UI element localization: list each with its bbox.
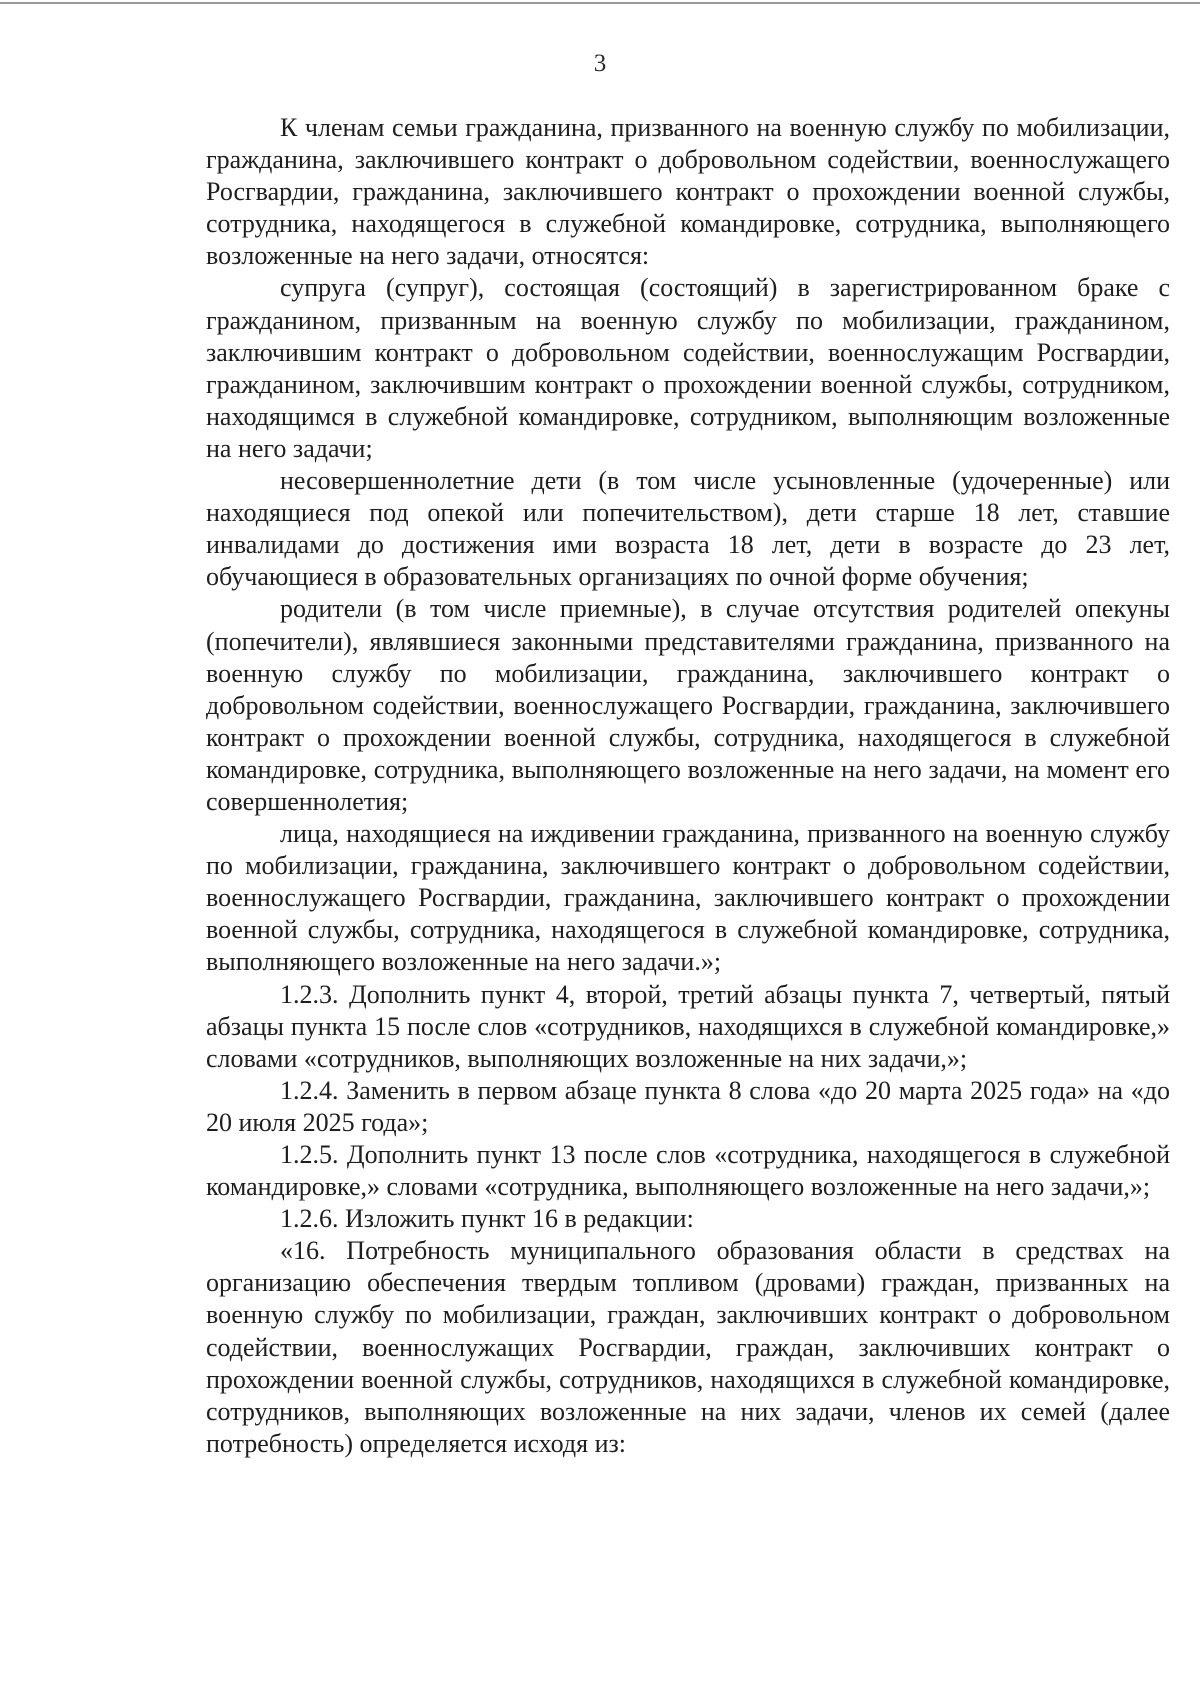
paragraph-1-2-3: 1.2.3. Дополнить пункт 4, второй, третий абзацы пункта 7, четвертый, пятый абзацы пункта 15 после слов «сотрудников, находящихся в служебной командировке,» словами «сотрудников, выполняющих возложенные на них задачи,»; <box>206 979 1170 1073</box>
paragraph-1-2-4: 1.2.4. Заменить в первом абзаце пункта 8 слова «до 20 марта 2025 года» на «до 20 июля 2025 года»; <box>206 1075 1170 1137</box>
paragraph-1-2-5: 1.2.5. Дополнить пункт 13 после слов «сотрудника, находящегося в служебной командировке,» словами «сотрудника, выполняющего возложенные на него задачи,»; <box>206 1140 1170 1202</box>
paragraph-1-2-6: 1.2.6. Изложить пункт 16 в редакции: <box>280 1204 694 1234</box>
paragraph-parents: родители (в том числе приемные), в случае отсутствия родителей опекуны (попечители), являвшиеся законными представителями гражданина, призванного на военную службу по мобилизации, гражданина, заключившего контракт о добровольном содействии, военнослужащего Росгвардии, гражданина, заключившего контракт о прохождении военной службы, сотрудника, находящегося в служебной командировке, сотрудника, выполняющего возложенные на него задачи, на момент его совершеннолетия; <box>206 594 1170 816</box>
page-number: 3 <box>593 50 607 77</box>
document-body <box>206 112 1170 1460</box>
paragraph-children: несовершеннолетние дети (в том числе усыновленные (удочеренные) или находящиеся под опекой или попечительством), дети старше 18 лет, ставшие инвалидами до достижения ими возраста 18 лет, дети в возрасте до 23 лет, обучающиеся в образовательных организациях по очной форме обучения; <box>206 466 1170 592</box>
paragraph-spouse: супруга (супруг), состоящая (состоящий) в зарегистрированном браке с гражданином, призванным на военную службу по мобилизации, гражданином, заключившим контракт о добровольном содействии, военнослужащим Росгвардии, гражданином, заключившим контракт о прохождении военной службы, сотрудником, находящимся в служебной командировке, сотрудником, выполняющим возложенные на него задачи; <box>206 273 1170 463</box>
paragraph-point-16: «16. Потребность муниципального образования области в средствах на организацию обеспечения твердым топливом (дровами) граждан, призванных на военную службу по мобилизации, граждан, заключивших контракт о добровольном содействии, военнослужащих Росгвардии, граждан, заключивших контракт о прохождении военной службы, сотрудников, находящихся в служебной командировке, сотрудников, выполняющих возложенные на них задачи, членов их семей (далее потребность) определяется исходя из: <box>206 1236 1170 1458</box>
paragraph-family-members-intro: К членам семьи гражданина, призванного на военную службу по мобилизации, гражданина, заключившего контракт о добровольном содействии, военнослужащего Росгвардии, гражданина, заключившего контракт о прохождении военной службы, сотрудника, находящегося в служебной командировке, сотрудника, выполняющего возложенные на него задачи, относятся: <box>206 113 1170 271</box>
paragraph-dependents: лица, находящиеся на иждивении гражданина, призванного на военную службу по мобилизации, гражданина, заключившего контракт о добровольном содействии, военнослужащего Росгвардии, гражданина, заключившего контракт о прохождении военной службы, сотрудника, находящегося в служебной командировке, сотрудника, выполняющего возложенные на него задачи.»; <box>206 819 1170 977</box>
